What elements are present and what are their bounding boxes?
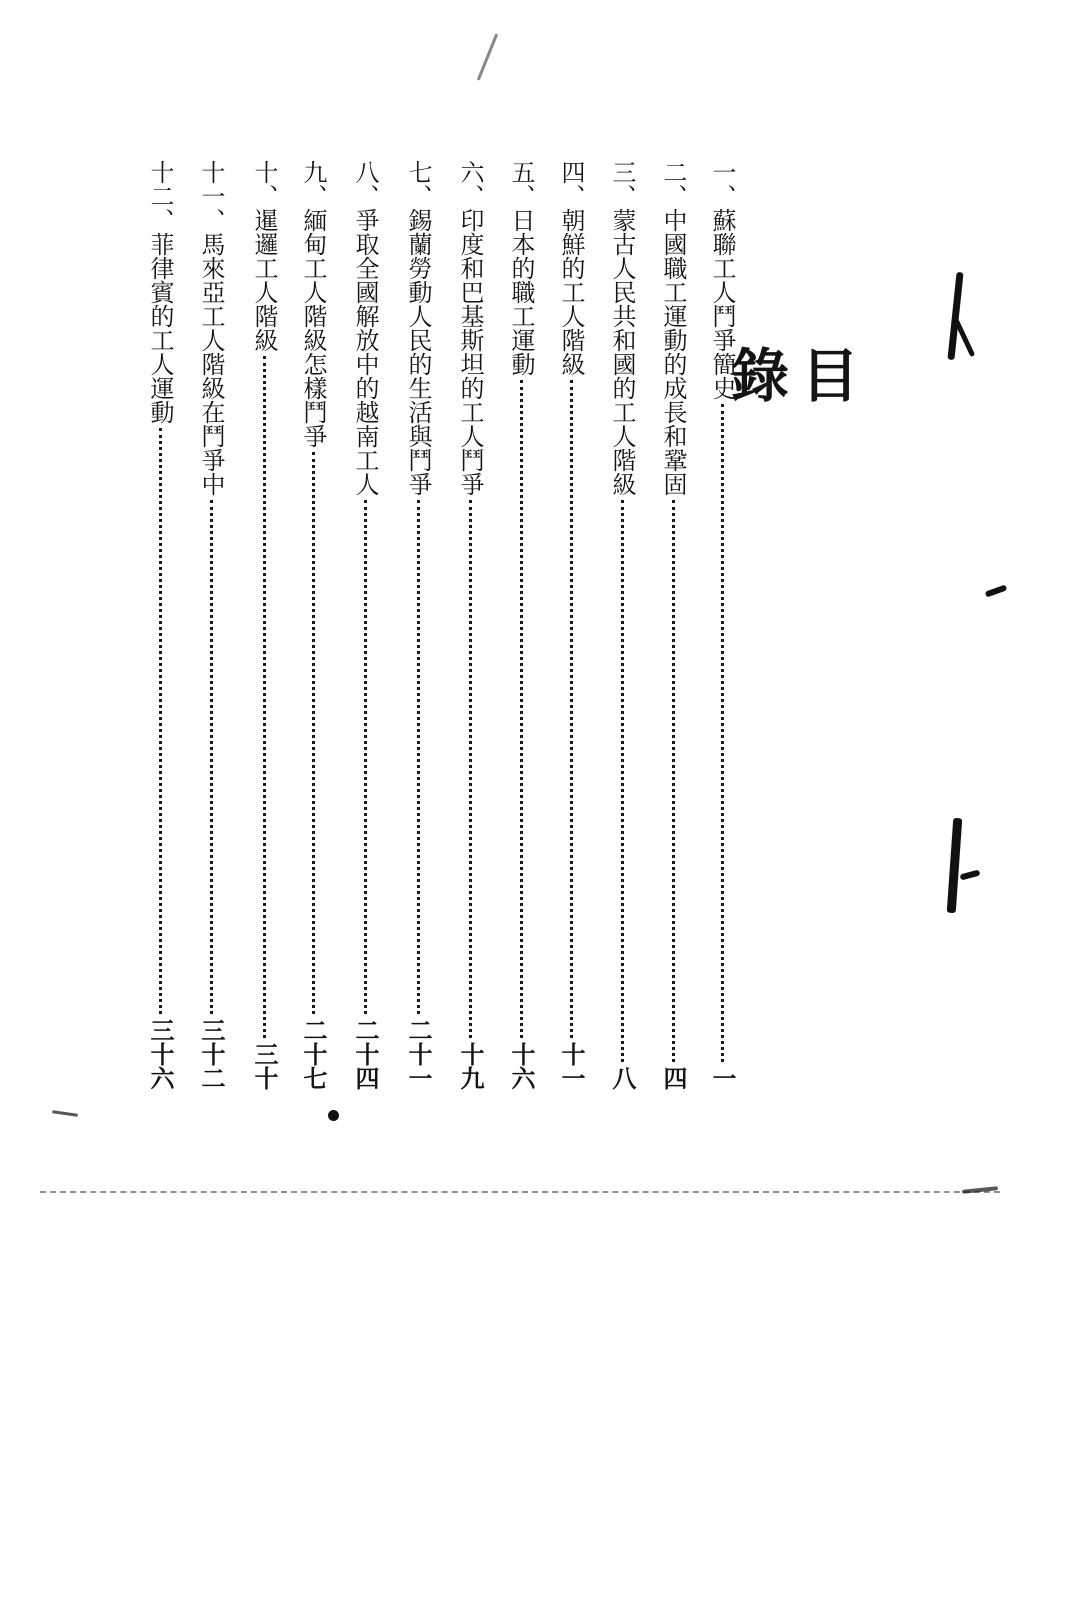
toc-entry-title: 爭取全國解放中的越南工人 [351,208,379,496]
toc-entry-page: 三十二 [197,1018,226,1090]
ink-mark [985,584,1008,597]
toc-entry-title: 日本的職工運動 [507,208,535,376]
toc-entry-page: 十六 [507,1042,536,1090]
ink-dot [328,1110,339,1121]
toc-entry [709,160,735,1090]
toc-entry-page: 三十六 [146,1018,175,1090]
toc-entry-title: 暹邏工人階級 [250,208,278,352]
toc-entry-title: 朝鮮的工人階級 [557,208,585,376]
toc-entry [405,160,431,1090]
toc-entry [251,160,277,1090]
page-title: 目錄 [721,345,859,457]
toc-entry [352,160,378,1090]
toc-entry-title: 蘇聯工人鬥爭簡史 [708,208,736,400]
toc-entry [198,160,224,1090]
toc-entry-page: 二十一 [404,1018,433,1090]
dot-leader [159,428,162,1014]
dot-leader [417,500,420,1014]
toc-entry [508,160,534,1090]
ink-mark [947,818,963,913]
toc-entry [147,160,173,1090]
toc-entry-page: 三十 [250,1042,279,1090]
toc-entry-number: 四、 [557,160,585,208]
toc-entry-page: 一 [708,1066,737,1090]
dot-leader [364,500,367,1014]
page-fold-line [40,1191,1000,1193]
toc-entry-page: 十一 [557,1042,586,1090]
toc-entry-number: 二、 [659,160,687,208]
toc-entry-page: 二十四 [351,1018,380,1090]
toc-entry-page: 十九 [456,1042,485,1090]
dot-leader [721,404,724,1062]
ink-mark [52,1110,78,1117]
dot-leader [621,500,624,1062]
toc-entry-title: 緬甸工人階級怎樣鬥爭 [299,208,327,448]
toc-entry-number: 一、 [708,160,736,208]
ink-mark [477,33,499,80]
toc-entry-title: 馬來亞工人階級在鬥爭中 [197,232,225,496]
toc-entry-title: 蒙古人民共和國的工人階級 [608,208,636,496]
toc-entry-title: 菲律賓的工人運動 [146,232,174,424]
dot-leader [570,380,573,1038]
toc-entry-number: 七、 [404,160,432,208]
toc-entry-number: 十二、 [146,160,174,232]
toc-entry [660,160,686,1090]
toc-entry-number: 六、 [456,160,484,208]
toc-entry-title: 中國職工運動的成長和鞏固 [659,208,687,496]
dot-leader [672,500,675,1062]
dot-leader [469,500,472,1038]
toc-entry-title: 印度和巴基斯坦的工人鬥爭 [456,208,484,496]
toc-entry-number: 十、 [250,160,278,208]
ink-mark [954,319,975,357]
toc-entry-page: 八 [608,1066,637,1090]
dot-leader [263,356,266,1038]
toc-entry-number: 十一、 [197,160,225,232]
toc-entry-title: 錫蘭勞動人民的生活與鬥爭 [404,208,432,496]
toc-entry-number: 三、 [608,160,636,208]
toc-entry-page: 四 [659,1066,688,1090]
toc-entry [457,160,483,1090]
toc-entry [558,160,584,1090]
toc-entry-number: 五、 [507,160,535,208]
toc-entry [609,160,635,1090]
toc-entry-number: 八、 [351,160,379,208]
dot-leader [210,500,213,1014]
ink-mark [960,870,981,881]
ink-mark [947,272,963,360]
dot-leader [312,452,315,1014]
dot-leader [520,380,523,1038]
toc-entry [300,160,326,1090]
toc-entry-page: 二十七 [299,1018,328,1090]
toc-entry-number: 九、 [299,160,327,208]
